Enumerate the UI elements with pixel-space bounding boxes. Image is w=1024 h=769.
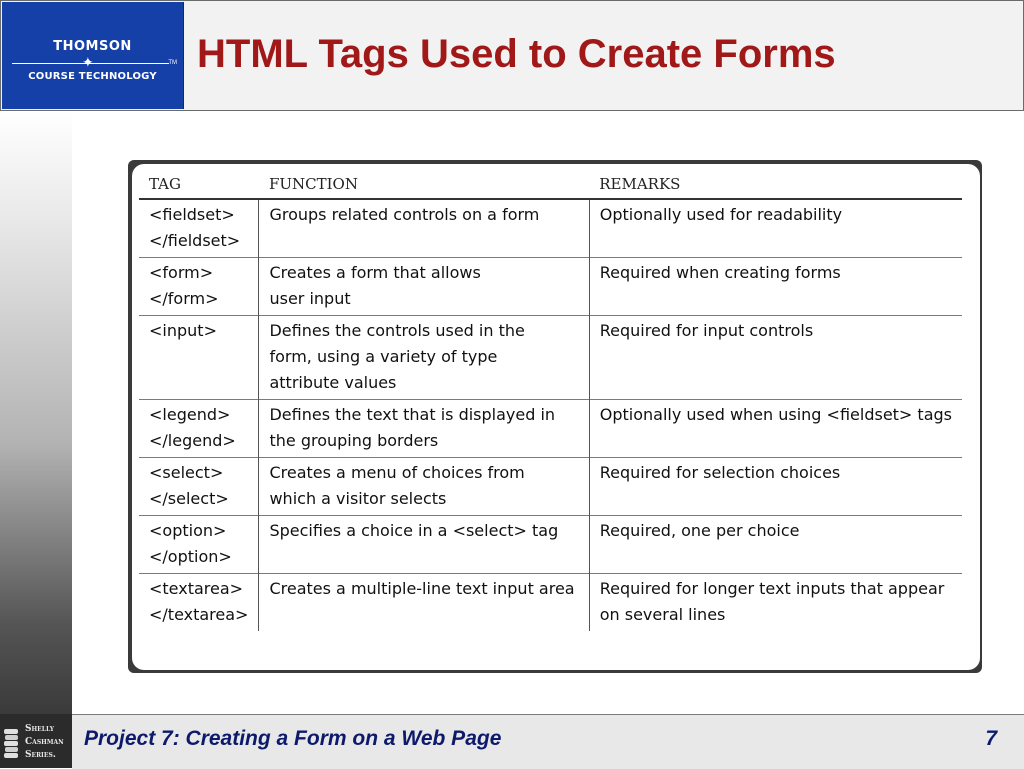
remarks-cell <box>589 400 962 458</box>
table-row <box>139 258 962 316</box>
cell-text-line: Creates a multiple-line text input area <box>269 579 575 598</box>
table-row <box>139 574 962 632</box>
cell-text-line: Required for input controls <box>599 321 814 340</box>
cell-text-line: the grouping borders <box>269 431 439 450</box>
tag-cell <box>139 516 259 574</box>
series-logo-line-1: Shelly <box>25 724 55 734</box>
cell-text-line: which a visitor selects <box>269 489 447 508</box>
cell-text-line: </legend> <box>149 431 236 450</box>
left-gradient-strip <box>0 111 72 714</box>
cell-text-line: Optionally used when using <fieldset> tags <box>599 405 952 424</box>
cell-text-line: <fieldset> <box>149 205 235 224</box>
remarks-cell <box>589 316 962 400</box>
tag-cell <box>139 199 259 258</box>
cell-text-line: Defines the controls used in the <box>269 321 525 340</box>
tag-cell <box>139 400 259 458</box>
series-logo-line-2: Cashman <box>25 737 64 747</box>
series-logo-line-3: Series. <box>25 750 56 760</box>
cell-text-line: <select> <box>149 463 224 482</box>
column-header-tag: TAG <box>139 168 259 199</box>
cell-text-line: </textarea> <box>149 605 249 624</box>
cell-text-line: </form> <box>149 289 219 308</box>
column-header-function: FUNCTION <box>259 168 589 199</box>
cell-text-line: Groups related controls on a form <box>269 205 540 224</box>
table-row <box>139 458 962 516</box>
function-cell <box>259 516 589 574</box>
cell-text-line: Creates a form that allows <box>269 263 481 282</box>
cell-text-line: Optionally used for readability <box>599 205 843 224</box>
series-logo-text <box>25 723 64 762</box>
table-row <box>139 316 962 400</box>
cell-text-line: Required, one per choice <box>599 521 800 540</box>
slide-header <box>0 0 1024 111</box>
logo-trademark: TM <box>168 60 177 66</box>
table-body <box>139 199 962 631</box>
cell-text-line: </fieldset> <box>149 231 241 250</box>
remarks-cell <box>589 516 962 574</box>
cell-text-line: on several lines <box>599 605 726 624</box>
remarks-cell <box>589 258 962 316</box>
cell-text-line: form, using a variety of type <box>269 347 498 366</box>
cell-text-line: Defines the text that is displayed in <box>269 405 556 424</box>
table-row <box>139 199 962 258</box>
remarks-cell <box>589 574 962 632</box>
cell-text-line: Required when creating forms <box>599 263 841 282</box>
cell-text-line: Creates a menu of choices from <box>269 463 525 482</box>
column-header-remarks: REMARKS <box>589 168 962 199</box>
table-row <box>139 516 962 574</box>
cell-text-line: <textarea> <box>149 579 244 598</box>
remarks-cell <box>589 458 962 516</box>
tag-cell <box>139 458 259 516</box>
star-icon: ✦ <box>82 54 94 70</box>
function-cell <box>259 199 589 258</box>
tag-cell <box>139 574 259 632</box>
cell-text-line: <input> <box>149 321 217 340</box>
function-cell <box>259 574 589 632</box>
cell-text-line: Required for longer text inputs that appear <box>599 579 945 598</box>
remarks-cell <box>589 199 962 258</box>
cell-text-line: </option> <box>149 547 232 566</box>
cell-text-line: <form> <box>149 263 214 282</box>
table-row <box>139 400 962 458</box>
cell-text-line: </select> <box>149 489 229 508</box>
cell-text-line: <option> <box>149 521 227 540</box>
thomson-course-technology-logo <box>2 2 184 109</box>
cell-text-line: attribute values <box>269 373 397 392</box>
slide-footer <box>72 714 1024 769</box>
footer-title: Project 7: Creating a Form on a Web Page <box>84 727 502 750</box>
cell-text-line: Required for selection choices <box>599 463 841 482</box>
cell-text-line: user input <box>269 289 351 308</box>
book-stack-icon <box>3 728 19 762</box>
html-form-tags-table <box>139 168 962 631</box>
tag-cell <box>139 258 259 316</box>
table-header-row <box>139 168 962 199</box>
cell-text-line: <legend> <box>149 405 231 424</box>
shelly-cashman-series-logo <box>0 714 72 768</box>
slide-title: HTML Tags Used to Create Forms <box>197 32 836 76</box>
function-cell <box>259 458 589 516</box>
logo-line-2: COURSE TECHNOLOGY <box>28 71 157 82</box>
function-cell <box>259 400 589 458</box>
tag-cell <box>139 316 259 400</box>
function-cell <box>259 258 589 316</box>
cell-text-line: Specifies a choice in a <select> tag <box>269 521 559 540</box>
function-cell <box>259 316 589 400</box>
logo-line-1: THOMSON <box>53 39 132 54</box>
page-number: 7 <box>985 727 997 750</box>
